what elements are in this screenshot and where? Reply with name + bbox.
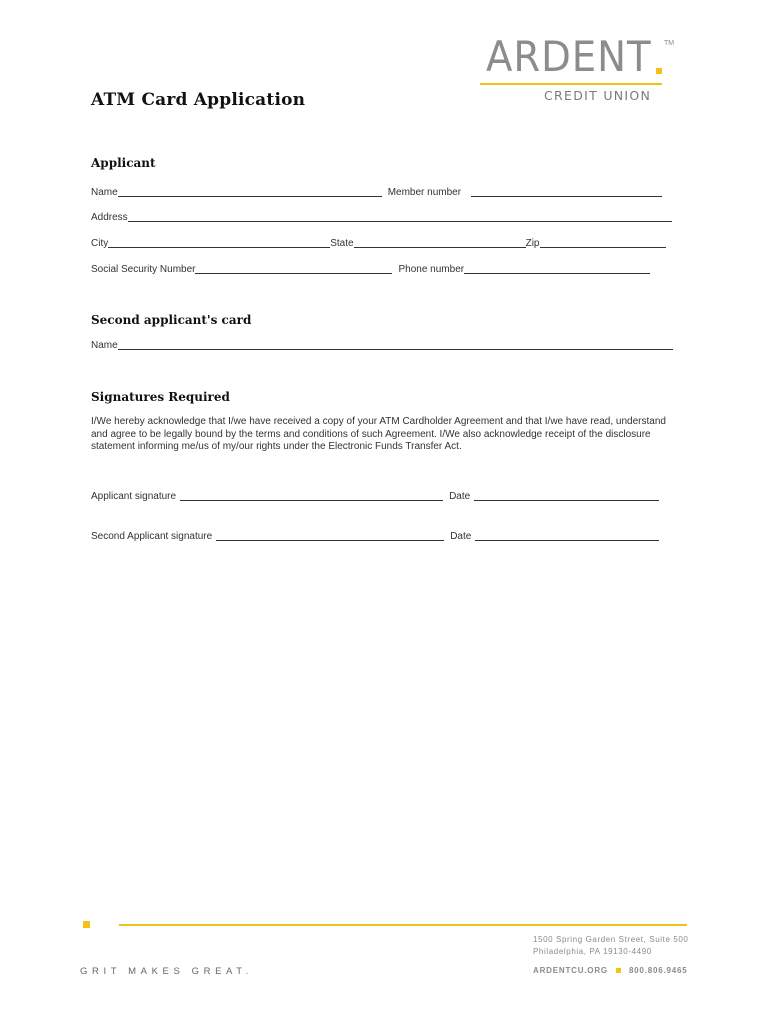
ssn-phone-row [91, 262, 681, 276]
phone-field[interactable] [464, 263, 650, 274]
logo-accent-dot [656, 68, 662, 74]
footer-separator-square [616, 968, 621, 973]
acknowledgement-text: I/We hereby acknowledge that I/we have received a copy of your ATM Cardholder Agreement and that I/we have read, understand and agree to be legally bound by the terms and conditions of such Agreement. I/We also acknowledge receipt of the disclosure statement informing me/us of my/our rights under the Electronic Funds Transfer Act. [91, 416, 666, 452]
ssn-field[interactable] [195, 263, 392, 274]
footer-address [533, 934, 688, 958]
second-name-label: Name [91, 340, 118, 351]
footer-phone: 800.806.9465 [628, 966, 688, 975]
applicant-heading: Applicant [91, 156, 156, 170]
zip-label: Zip [525, 238, 540, 249]
second-date-field[interactable] [475, 530, 659, 541]
logo-trademark: TM [664, 40, 675, 47]
footer-website: ARDENTCU.ORG [533, 966, 608, 975]
phone-label: Phone number [398, 264, 465, 275]
name-label: Name [91, 187, 118, 198]
footer-rule [119, 924, 687, 926]
footer-contact [533, 966, 687, 975]
city-field[interactable] [108, 237, 330, 248]
address-field[interactable] [128, 211, 672, 222]
logo-underline [480, 83, 662, 85]
member-number-field[interactable] [471, 186, 662, 197]
ssn-label: Social Security Number [91, 264, 196, 275]
applicant-signature-field[interactable] [180, 490, 443, 501]
applicant-signature-row [91, 489, 681, 503]
name-member-row [91, 185, 681, 199]
second-name-field[interactable] [118, 339, 673, 350]
zip-field[interactable] [540, 237, 666, 248]
city-state-zip-row [91, 236, 681, 250]
signatures-heading: Signatures Required [91, 390, 230, 404]
member-number-label: Member number [387, 187, 462, 198]
second-signature-row [91, 529, 681, 543]
second-name-row [91, 338, 681, 352]
name-field[interactable] [118, 186, 382, 197]
city-label: City [91, 238, 109, 249]
second-signature-label: Second Applicant signature [91, 531, 213, 542]
page-title: ATM Card Application [91, 90, 306, 110]
second-date-label: Date [450, 531, 472, 542]
logo-wordmark: ARDENT [486, 32, 652, 81]
state-field[interactable] [354, 237, 526, 248]
logo-subtitle: CREDIT UNION [544, 88, 652, 103]
footer-tagline: GRIT MAKES GREAT. [80, 966, 253, 977]
state-label: State [330, 238, 354, 249]
footer-address-line2: Philadelphia, PA 19130-4490 [533, 947, 652, 956]
applicant-date-field[interactable] [474, 490, 659, 501]
footer-address-line1: 1500 Spring Garden Street, Suite 500 [533, 935, 689, 944]
footer-accent-dot [83, 921, 90, 928]
address-label: Address [91, 212, 128, 223]
applicant-signature-label: Applicant signature [91, 491, 177, 502]
applicant-date-label: Date [449, 491, 471, 502]
second-signature-field[interactable] [216, 530, 444, 541]
second-applicant-heading: Second applicant's card [91, 313, 252, 327]
address-row [91, 210, 681, 224]
